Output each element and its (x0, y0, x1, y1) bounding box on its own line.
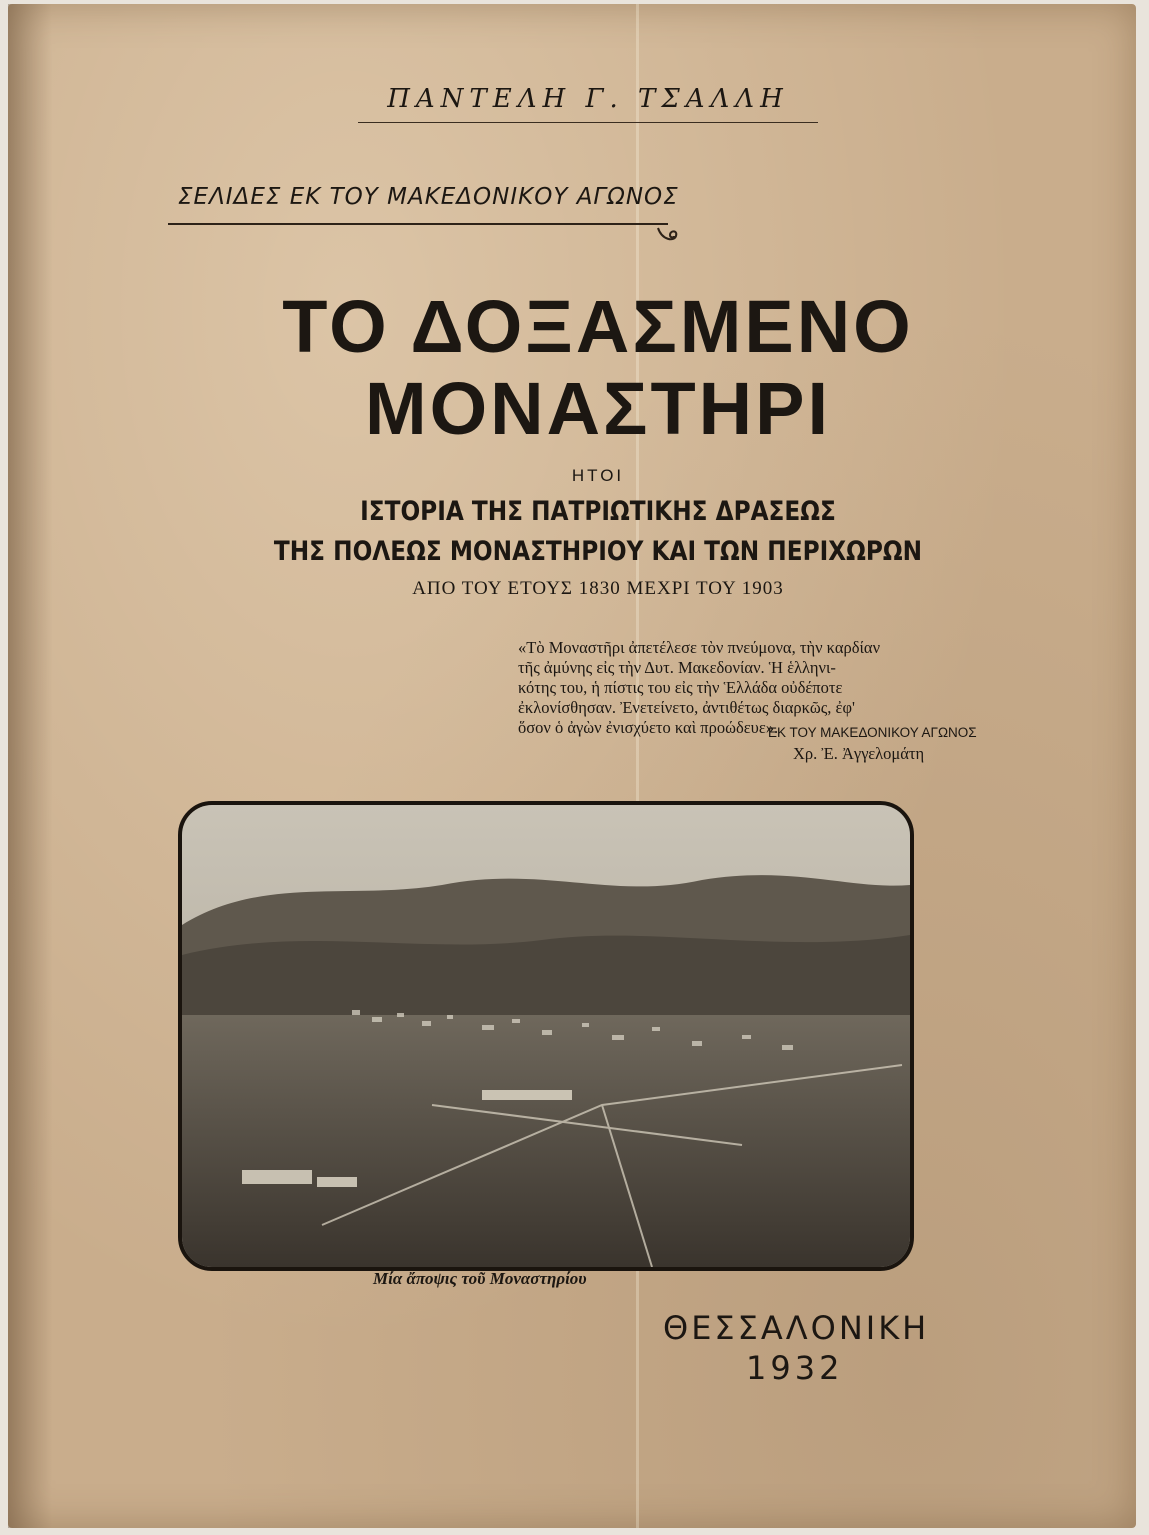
quote-source: ΕΚ ΤΟΥ ΜΑΚΕΔΟΝΙΚΟΥ ΑΓΩΝΟΣ (768, 725, 977, 740)
flourish-ornament (656, 226, 684, 248)
quote-line: τῆς ἀμύνης εἰς τὴν Δυτ. Μακεδονίαν. Ἡ ἑλληνι- (518, 658, 836, 677)
photo-illustration (182, 805, 910, 1267)
photo-caption: Μία ἄποψις τοῦ Μοναστηρίου (373, 1269, 587, 1288)
publication-city: ΘΕΣΣΑΛΟΝΙΚΗ (663, 1309, 930, 1347)
quote-line: κότης του, ἡ πίστις του εἰς τὴν Ἑλλάδα οὐδέποτε (518, 678, 843, 697)
subtitle-line-2: ΤΗΣ ΠΟΛΕΩΣ ΜΟΝΑΣΤΗΡΙΟΥ ΚΑΙ ΤΩΝ ΠΕΡΙΧΩΡΩΝ (273, 536, 923, 567)
book-cover (8, 4, 1136, 1528)
conjunction-text: ΗΤΟΙ (571, 466, 625, 485)
quote-author: Χρ. Ἐ. Ἀγγελομάτη (793, 744, 925, 763)
spine-wear (8, 4, 52, 1528)
main-title-line-2: ΜΟΝΑΣΤΗΡΙ (364, 367, 832, 450)
fold-crease (636, 4, 639, 1528)
city-photograph (178, 801, 914, 1271)
subtitle-line-1: ΙΣΤΟΡΙΑ ΤΗΣ ΠΑΤΡΙΩΤΙΚΗΣ ΔΡΑΣΕΩΣ (360, 496, 836, 527)
quote-line: ἐκλονίσθησαν. Ἐνετείνετο, ἀντιθέτως διαρκῶς, ἐφ' (518, 698, 855, 717)
quote-line: ὅσον ὁ ἀγὼν ἐνισχύετο καὶ προώδευε». (518, 718, 779, 737)
series-title: ΣΕΛΙΔΕΣ ΕΚ ΤΟΥ ΜΑΚΕΔΟΝΙΚΟΥ ΑΓΩΝΟΣ (178, 184, 679, 210)
publication-year: 1932 (746, 1349, 844, 1387)
epigraph-quote (518, 638, 880, 738)
quote-line: «Τὸ Μοναστῆρι ἀπετέλεσε τὸν πνεύμονα, τὴν καρδίαν (518, 638, 881, 657)
date-range: ΑΠΟ ΤΟΥ ΕΤΟΥΣ 1830 ΜΕΧΡΙ ΤΟΥ 1903 (412, 578, 784, 599)
series-underline (168, 223, 668, 225)
author-name: ΠΑΝΤΕΛΗ Γ. ΤΣΑΛΛΗ (387, 84, 789, 114)
author-underline (358, 122, 818, 123)
main-title-line-1: ΤΟ ΔΟΞΑΣΜΕΝΟ (282, 285, 914, 368)
